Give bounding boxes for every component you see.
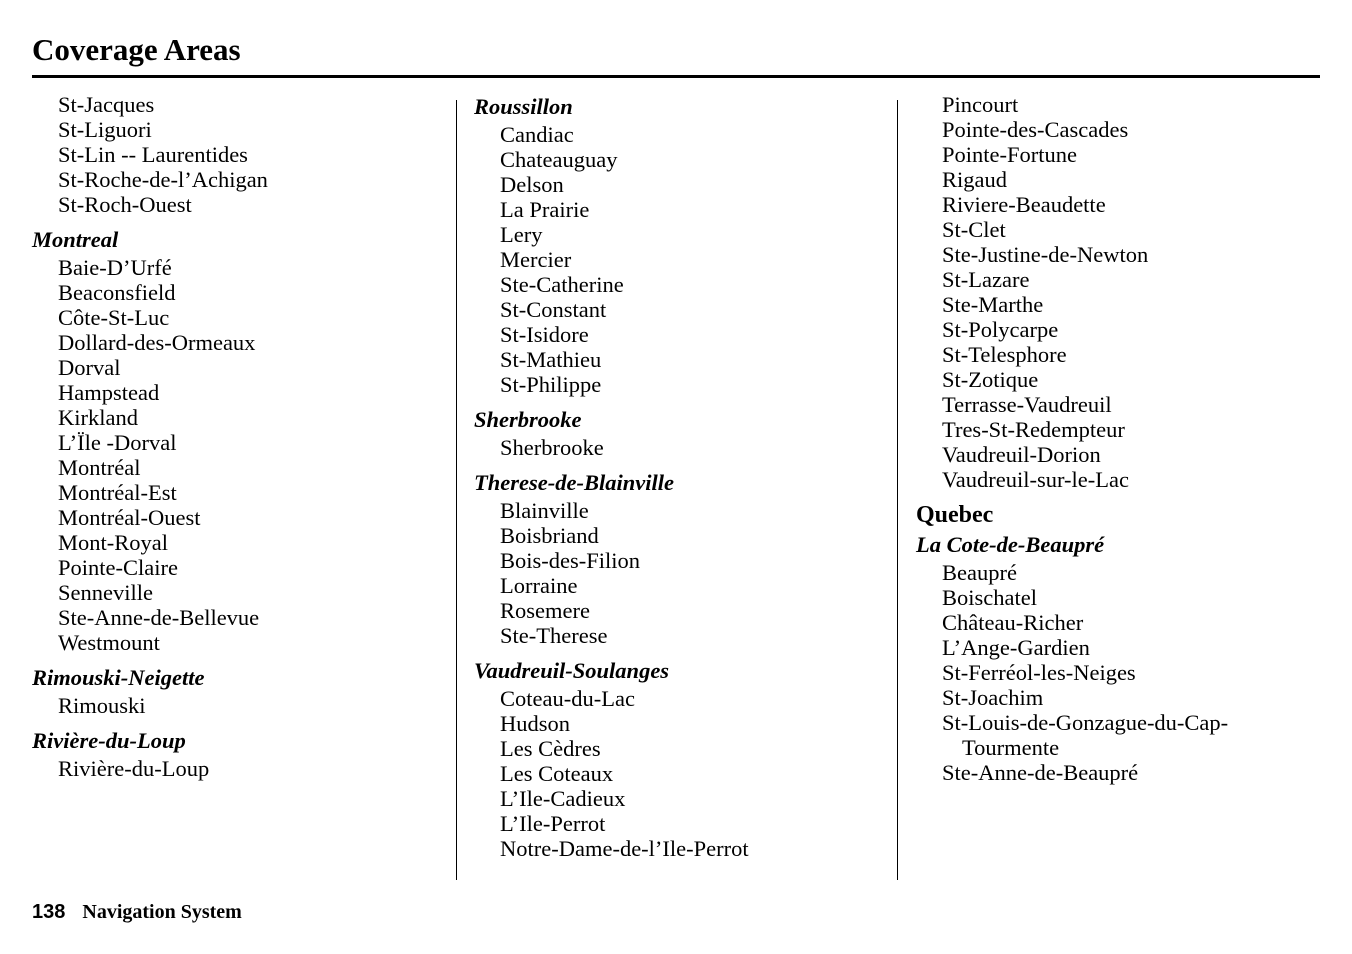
column-divider-left <box>456 100 457 880</box>
city-item: Pointe-des-Cascades <box>942 117 1129 142</box>
city-item: Les Cèdres <box>500 736 601 761</box>
city-item: Vaudreuil-Dorion <box>942 442 1101 467</box>
city-item: Hudson <box>500 711 571 736</box>
city-item: St-Roche-de-l’Achigan <box>58 167 268 192</box>
city-item: St-Joachim <box>942 685 1044 710</box>
city-item: Rivière-du-Loup <box>58 756 210 781</box>
page-title: Coverage Areas <box>32 32 241 67</box>
city-item: St-Clet <box>942 217 1006 242</box>
city-item: Boischatel <box>942 585 1037 610</box>
city-item: Rosemere <box>500 598 590 623</box>
city-item: Riviere-Beaudette <box>942 192 1106 217</box>
city-item: St-Lazare <box>942 267 1030 292</box>
continued-group <box>916 92 1326 492</box>
city-item: Pointe-Fortune <box>942 142 1077 167</box>
city-item: L’Ange-Gardien <box>942 635 1090 660</box>
city-item: Beaconsfield <box>58 280 176 305</box>
city-item: Baie-D’Urfé <box>58 255 172 280</box>
city-item: Terrasse-Vaudreuil <box>942 392 1112 417</box>
column-3 <box>916 92 1326 793</box>
group-title: Therese-de-Blainville <box>474 470 674 495</box>
city-item: St-Philippe <box>500 372 602 397</box>
group-title: La Cote-de-Beaupré <box>916 532 1105 557</box>
group-montreal <box>32 225 442 655</box>
group-roussillon <box>474 92 884 397</box>
city-item: Ste-Catherine <box>500 272 624 297</box>
city-item: Montréal-Est <box>58 480 177 505</box>
column-1 <box>32 92 442 789</box>
city-item: St-Zotique <box>942 367 1039 392</box>
city-item: St-Constant <box>500 297 607 322</box>
group-rimouski-neigette <box>32 663 442 718</box>
city-item: Boisbriand <box>500 523 599 548</box>
city-item: St-Mathieu <box>500 347 602 372</box>
group-sherbrooke <box>474 405 884 460</box>
city-item: Lery <box>500 222 543 247</box>
group-title: Roussillon <box>474 94 573 119</box>
city-item: Rigaud <box>942 167 1007 192</box>
city-item: Ste-Anne-de-Beaupré <box>942 760 1139 785</box>
city-item-continuation: Tourmente <box>962 735 1060 760</box>
continued-group <box>32 92 442 217</box>
city-item: Ste-Marthe <box>942 292 1044 317</box>
city-item: St-Roch-Ouest <box>58 192 192 217</box>
city-item: St-Ferréol-les-Neiges <box>942 660 1136 685</box>
city-item: St-Jacques <box>58 92 155 117</box>
city-item: St-Telesphore <box>942 342 1067 367</box>
city-item: L’Ïle -Dorval <box>58 430 177 455</box>
city-item: Dorval <box>58 355 121 380</box>
group-title: Sherbrooke <box>474 407 582 432</box>
city-item: Pincourt <box>942 92 1019 117</box>
page-footer <box>32 898 242 926</box>
city-item: Tres-St-Redempteur <box>942 417 1125 442</box>
group-la-cote-de-beaupre <box>916 530 1326 785</box>
city-item: L’Ile-Cadieux <box>500 786 626 811</box>
region-heading: Quebec <box>916 502 994 528</box>
group-title: Rivière-du-Loup <box>32 728 186 753</box>
group-title: Vaudreuil-Soulanges <box>474 658 670 683</box>
city-item: Hampstead <box>58 380 160 405</box>
city-item: L’Ile-Perrot <box>500 811 606 836</box>
city-item: Les Coteaux <box>500 761 614 786</box>
city-item: St-Polycarpe <box>942 317 1059 342</box>
city-item: Coteau-du-Lac <box>500 686 635 711</box>
city-item: Beaupré <box>942 560 1017 585</box>
city-item: Vaudreuil-sur-le-Lac <box>942 467 1129 492</box>
group-vaudreuil-soulanges <box>474 656 884 861</box>
city-item: St-Lin -- Laurentides <box>58 142 248 167</box>
city-item: St-Isidore <box>500 322 589 347</box>
city-item: Ste-Justine-de-Newton <box>942 242 1149 267</box>
city-item: Montréal-Ouest <box>58 505 201 530</box>
city-item: Côte-St-Luc <box>58 305 170 330</box>
column-2 <box>474 92 884 869</box>
city-item: Mont-Royal <box>58 530 168 555</box>
city-item: Ste-Therese <box>500 623 608 648</box>
city-item: Montréal <box>58 455 141 480</box>
city-item: Rimouski <box>58 693 146 718</box>
city-item: St-Liguori <box>58 117 152 142</box>
city-item: Pointe-Claire <box>58 555 178 580</box>
column-divider-right <box>897 100 898 880</box>
title-rule <box>32 75 1320 78</box>
group-therese-de-blainville <box>474 468 884 648</box>
footer-title: Navigation System <box>82 901 242 923</box>
city-item: Kirkland <box>58 405 138 430</box>
city-item: Ste-Anne-de-Bellevue <box>58 605 260 630</box>
city-item: Dollard-des-Ormeaux <box>58 330 256 355</box>
city-item: Senneville <box>58 580 153 605</box>
city-item: Blainville <box>500 498 589 523</box>
group-riviere-du-loup <box>32 726 442 781</box>
city-item: Candiac <box>500 122 574 147</box>
page-number: 138 <box>32 901 66 923</box>
city-item: Mercier <box>500 247 572 272</box>
city-item: St-Louis-de-Gonzague-du-Cap- <box>942 710 1229 735</box>
city-item: Lorraine <box>500 573 578 598</box>
city-item: Bois-des-Filion <box>500 548 641 573</box>
group-title: Rimouski-Neigette <box>32 665 205 690</box>
city-item: Chateauguay <box>500 147 618 172</box>
city-item: Westmount <box>58 630 160 655</box>
city-item: La Prairie <box>500 197 590 222</box>
group-title: Montreal <box>32 227 119 252</box>
city-item: Sherbrooke <box>500 435 604 460</box>
city-item: Château-Richer <box>942 610 1084 635</box>
city-item: Notre-Dame-de-l’Ile-Perrot <box>500 836 749 861</box>
city-item: Delson <box>500 172 564 197</box>
